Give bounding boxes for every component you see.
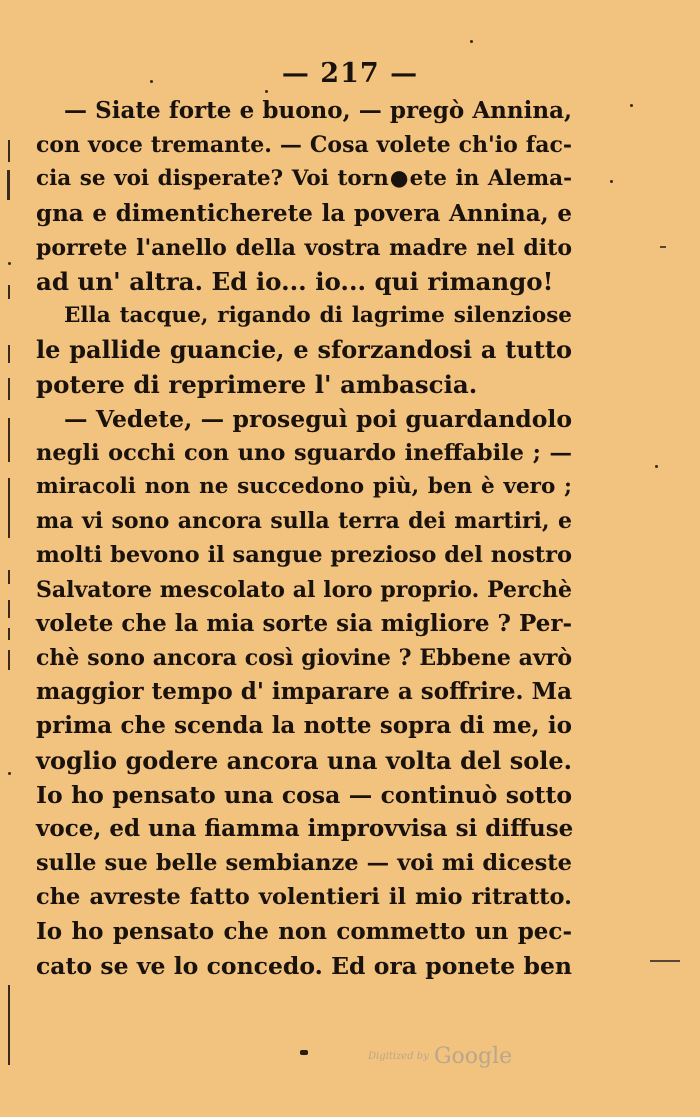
- margin-scan-mark: [8, 378, 10, 400]
- text-line: chè sono ancora così giovine ? Ebbene avrò: [36, 645, 572, 671]
- watermark-brand: Google: [433, 1044, 513, 1069]
- text-line: che avreste fatto volentieri il mio ritratto.: [36, 884, 572, 911]
- margin-scan-mark: [8, 985, 10, 1065]
- page-speck: [660, 246, 666, 248]
- margin-scan-mark: [8, 600, 10, 618]
- text-line: le pallide guancie, e sforzandosi a tutto: [36, 335, 572, 365]
- page-speck: [655, 465, 658, 468]
- page-speck: [8, 262, 11, 265]
- text-line: potere di reprimere l' ambascia.: [36, 369, 478, 399]
- text-line: miracoli non ne succedono più, ben è vero ;: [36, 474, 572, 500]
- margin-scan-mark: [8, 285, 10, 299]
- text-line: voce, ed una fiamma improvvisa si diffuse: [36, 814, 574, 842]
- margin-scan-mark: [8, 418, 10, 462]
- text-line: — Siate forte e buono, — pregò Annina,: [64, 97, 572, 124]
- text-line: cia se voi disperate? Voi torn●ete in Alema-: [36, 166, 572, 192]
- page-speck: [265, 90, 268, 93]
- text-line: cato se ve lo concedo. Ed ora ponete ben: [36, 951, 572, 980]
- margin-scan-mark: [8, 140, 10, 162]
- margin-scan-mark: [8, 628, 10, 640]
- text-line: Ella tacque, rigando di lagrime silenziose: [64, 303, 572, 329]
- text-line: gna e dimenticherete la povera Annina, e: [36, 199, 572, 227]
- digitized-watermark: [368, 1044, 512, 1069]
- text-line: sulle sue belle sembianze — voi mi diceste: [36, 850, 572, 877]
- text-line: porrete l'anello della vostra madre nel dito: [36, 234, 572, 261]
- text-line: ad un' altra. Ed io... io... qui rimango!: [36, 266, 554, 296]
- text-line: prima che scenda la notte sopra di me, io: [36, 712, 572, 740]
- margin-scan-mark: [7, 170, 10, 200]
- text-line: con voce tremante. — Cosa volete ch'io fac-: [36, 132, 572, 159]
- margin-scan-mark: [8, 478, 10, 538]
- text-line: volete che la mia sorte sia migliore ? Per-: [36, 609, 572, 637]
- margin-scan-mark: [8, 650, 10, 670]
- text-line: Io ho pensato una cosa — continuò sotto: [36, 780, 572, 809]
- page-speck: [650, 960, 680, 962]
- watermark-prefix: Digitized by: [368, 1051, 429, 1062]
- text-line: — Vedete, — proseguì poi guardandolo: [64, 404, 572, 433]
- page-number: — 217 —: [281, 58, 419, 89]
- page-speck: [470, 40, 473, 43]
- page-speck: [150, 80, 153, 83]
- margin-scan-mark: [8, 570, 10, 584]
- page-speck: [630, 104, 633, 107]
- page-speck: [300, 1050, 308, 1055]
- text-line: negli occhi con uno sguardo ineffabile ; —: [36, 439, 572, 466]
- text-line: ma vi sono ancora sulla terra dei martiri, e: [36, 508, 572, 535]
- text-line: voglio godere ancora una volta del sole.: [36, 745, 572, 775]
- text-line: Salvatore mescolato al loro proprio. Perchè: [36, 576, 572, 603]
- margin-scan-mark: [8, 345, 10, 363]
- text-line: molti bevono il sangue prezioso del nostro: [36, 542, 572, 569]
- text-line: maggior tempo d' imparare a soffrire. Ma: [36, 678, 572, 706]
- text-line: Io ho pensato che non commetto un pec-: [36, 917, 572, 945]
- page-speck: [610, 180, 613, 183]
- page-speck: [8, 772, 11, 775]
- body-text: [36, 94, 572, 983]
